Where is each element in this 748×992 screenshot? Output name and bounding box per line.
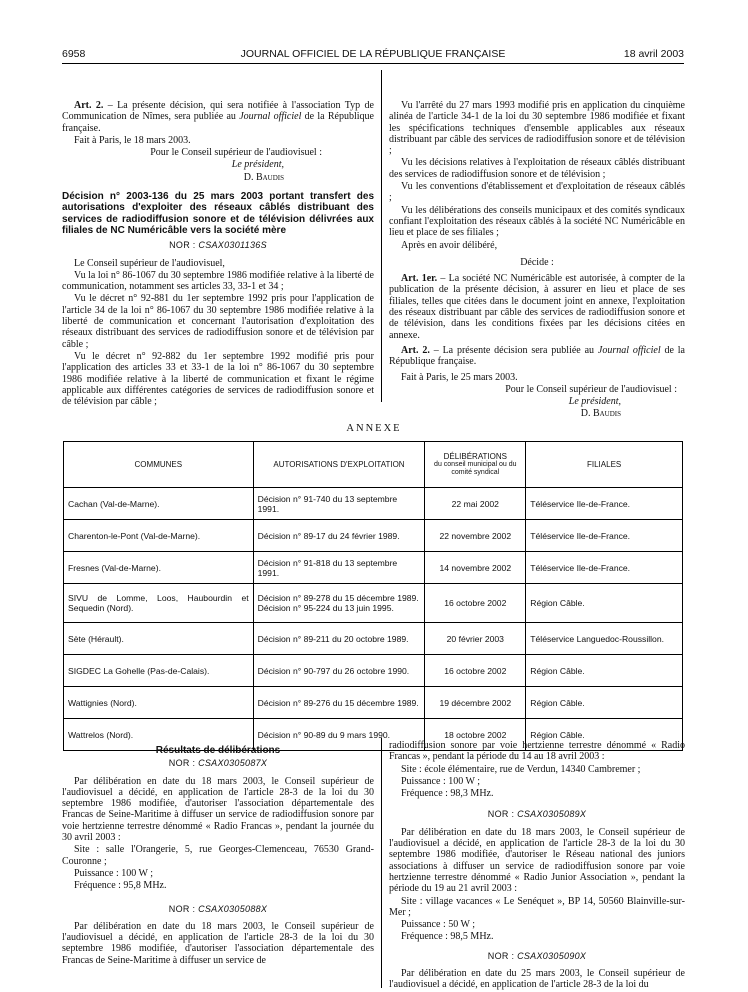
deliberation-paragraph: Par délibération en date du 18 mars 2003, le Conseil supérieur de l'audiovisuel a décidé, en application de l'article 28-3 de la loi du 30 septembre 1986 modifiée, d'autoriser le Réseau national des juniors associations à diffuser un service de radiodiffusion sonore par voie hertzienne terrestre dénommé « Radio Junior Association », pendant la période du 19 au 21 avril 2003 :	[389, 826, 685, 895]
header-rule	[62, 63, 684, 64]
deliberation-paragraph: Par délibération en date du 18 mars 2003, le Conseil supérieur de l'audiovisuel a décidé, en application de l'article 28-3 de la loi du 30 septembre 1986 modifiée, d'autoriser l'association départementale des Francas de Seine-Maritime à diffuser un service de radiodiffusion sonore par voie hertzienne terrestre dénommé « Radio Francas », pendant la journée du 30 avril 2003 :	[62, 775, 374, 844]
nor-reference: NOR : CSAX0305088X	[168, 903, 268, 914]
signature-title: Le président,	[231, 159, 284, 171]
cell-deliberation: 19 décembre 2002	[425, 687, 526, 719]
table-row	[64, 655, 683, 687]
section-heading: Résultats de délibérations	[155, 745, 281, 756]
table-header-row	[64, 442, 683, 488]
journal-title: JOURNAL OFFICIEL DE LA RÉPUBLIQUE FRANÇAISE	[240, 48, 506, 60]
cell-autorisation: Décision n° 89-211 du 20 octobre 1989.	[253, 623, 425, 655]
signature-pour: Pour le Conseil supérieur de l'audiovisuel :	[505, 383, 677, 395]
nor-reference: NOR : CSAX0301136S	[169, 240, 267, 251]
cell-deliberation: 16 octobre 2002	[425, 584, 526, 623]
signature-name: D. Baudis	[580, 408, 621, 420]
cell-filiale: Téléservice Languedoc-Roussillon.	[526, 623, 683, 655]
puissance-line: Puissance : 100 W ;	[401, 775, 481, 787]
frequence-line: Fréquence : 95,8 MHz.	[74, 880, 167, 892]
deliberation-paragraph: Par délibération en date du 25 mars 2003, le Conseil supérieur de l'audiovisuel a décidé, en application de l'article 28-3 de la loi du	[389, 968, 685, 991]
cell-deliberation: 22 novembre 2002	[425, 520, 526, 552]
header-deliberations: DÉLIBÉRATIONS du conseil municipal ou du comité syndical	[425, 442, 526, 488]
signature-title: Le président,	[568, 396, 621, 408]
cell-commune: Sète (Hérault).	[64, 623, 254, 655]
signature-pour: Pour le Conseil supérieur de l'audiovisuel :	[150, 147, 322, 159]
article-1: Art. 1er. – La société NC Numéricâble est autorisée, à compter de la publication de la présente décision, à assurer en lieu et place de ses filiales, telles que citées dans le document joint en annexe, l'exploitation des réseaux distribuant par câble des services de radiodiffusion sonore et de télévision, dans les conditions fixées par les décisions citées en annexe.	[389, 273, 685, 341]
site-line: Site : école élémentaire, rue de Verdun, 14340 Cambremer ;	[401, 763, 641, 775]
cell-commune: Fresnes (Val-de-Marne).	[64, 552, 254, 584]
cell-commune: SIGDEC La Gohelle (Pas-de-Calais).	[64, 655, 254, 687]
left-column-bottom	[62, 745, 374, 967]
header-communes: COMMUNES	[64, 442, 254, 488]
visa-paragraph: Après en avoir délibéré,	[401, 239, 498, 251]
page-header	[62, 48, 684, 62]
table-row	[64, 520, 683, 552]
page-number: 6958	[62, 48, 86, 60]
table-row	[64, 488, 683, 520]
cell-filiale: Région Câble.	[526, 584, 683, 623]
cell-filiale: Région Câble.	[526, 655, 683, 687]
column-divider	[381, 70, 382, 402]
right-column-top	[389, 100, 685, 421]
visa-paragraph: Vu les délibérations des conseils municipaux et des comités syndicaux confiant l'exploitation des réseaux câblés à la société NC Numéricâble en lieu et place de ses filiales ;	[389, 204, 685, 239]
table-row	[64, 584, 683, 623]
deliberation-paragraph: Par délibération en date du 18 mars 2003, le Conseil supérieur de l'audiovisuel a décidé, en application de l'article 28-3 de la loi du 30 septembre 1986 modifiée, d'autoriser l'association départementale des Francas de Seine-Maritime à diffuser un service de	[62, 920, 374, 966]
frequence-line: Fréquence : 98,3 MHz.	[401, 788, 494, 800]
cell-deliberation: 16 octobre 2002	[425, 655, 526, 687]
cell-commune: Wattrelos (Nord).	[64, 719, 254, 751]
decision-title: Décision n° 2003-136 du 25 mars 2003 portant transfert des autorisations d'exploiter des réseaux câblés distribuant des services de radiodiffusion sonore et de télévision délivrées aux filiales de NC Numéricâble vers la société mère	[62, 191, 374, 236]
cell-filiale: Téléservice Ile-de-France.	[526, 520, 683, 552]
cell-filiale: Téléservice Ile-de-France.	[526, 488, 683, 520]
cell-commune: Wattignies (Nord).	[64, 687, 254, 719]
visa-paragraph: Vu le décret n° 92-882 du 1er septembre 1992 modifié pris pour l'application des articles 33 et 33-1 de la loi n° 86-1067 du 30 septembre 1986 modifiée relative à la liberté de communication et fixant le régime applicable aux différentes catégories de services de radiodiffusion sonore et de télévision par câble ;	[62, 350, 374, 408]
visa-paragraph: Vu les conventions d'établissement et d'exploitation de réseaux câblés ;	[389, 181, 685, 204]
annexe-title: ANNEXE	[346, 423, 402, 434]
cell-autorisation: Décision n° 89-17 du 24 février 1989.	[253, 520, 425, 552]
table-row	[64, 552, 683, 584]
visa-paragraph: Vu l'arrêté du 27 mars 1993 modifié pris en application du cinquième alinéa de l'article 34-1 de la loi du 30 septembre 1986 modifiée et fixant les spécifications techniques d'ensemble applicables aux réseaux distribuant par câble des services de radiodiffusion sonore et de télévision ;	[389, 100, 685, 157]
table-row	[64, 623, 683, 655]
article-2: Art. 2. – La présente décision sera publiée au Journal officiel de la République française.	[389, 344, 685, 368]
cell-commune: Charenton-le-Pont (Val-de-Marne).	[64, 520, 254, 552]
cell-filiale: Région Câble.	[526, 719, 683, 751]
fait-a-paris: Fait à Paris, le 25 mars 2003.	[401, 371, 518, 383]
cell-autorisation: Décision n° 90-797 du 26 octobre 1990.	[253, 655, 425, 687]
visa-paragraph: Le Conseil supérieur de l'audiovisuel,	[74, 257, 225, 269]
decide-heading: Décide :	[520, 256, 554, 268]
cell-autorisation: Décision n° 91-818 du 13 septembre 1991.	[253, 552, 425, 584]
puissance-line: Puissance : 50 W ;	[401, 919, 476, 931]
visa-paragraph: Vu le décret n° 92-881 du 1er septembre 1992 pris pour l'application de l'article 34 de la loi n° 86-1067 du 30 septembre 1986 modifiée relative à la liberté de communication et concernant l'autorisation d'exploitation des réseaux distribuant des services de radiodiffusion sonore et de télévision par câble ;	[62, 293, 374, 350]
nor-reference: NOR : CSAX0305089X	[487, 809, 587, 820]
annexe-table	[63, 441, 683, 751]
right-column-bottom	[389, 740, 685, 992]
nor-reference: NOR : CSAX0305090X	[487, 950, 587, 961]
cell-commune: Cachan (Val-de-Marne).	[64, 488, 254, 520]
frequence-line: Fréquence : 98,5 MHz.	[401, 931, 494, 943]
issue-date: 18 avril 2003	[623, 48, 684, 60]
visa-paragraph: Vu les décisions relatives à l'exploitation de réseaux câblés distribuant des services de radiodiffusion sonore et de télévision ;	[389, 157, 685, 180]
article-2: Art. 2. – La présente décision, qui sera notifiée à l'association Typ de Communication de Nîmes, sera publiée au Journal officiel de la République française.	[62, 100, 374, 134]
table-row	[64, 687, 683, 719]
visa-paragraph: Vu la loi n° 86-1067 du 30 septembre 1986 modifiée relative à la liberté de communication, notamment ses articles 33, 33-1 et 34 ;	[62, 269, 374, 293]
puissance-line: Puissance : 100 W ;	[74, 867, 154, 879]
header-filiales: FILIALES	[526, 442, 683, 488]
cell-filiale: Téléservice Ile-de-France.	[526, 552, 683, 584]
cell-autorisation: Décision n° 91-740 du 13 septembre 1991.	[253, 488, 425, 520]
fait-a-paris: Fait à Paris, le 18 mars 2003.	[74, 134, 191, 146]
cell-deliberation: 22 mai 2002	[425, 488, 526, 520]
cell-deliberation: 18 octobre 2002	[425, 719, 526, 751]
site-line: Site : salle l'Orangerie, 5, rue Georges-Clemenceau, 76530 Grand-Couronne ;	[62, 844, 374, 867]
site-line: Site : village vacances « Le Senéquet », BP 14, 50560 Blainville-sur-Mer ;	[389, 895, 685, 918]
signature-name: D. Baudis	[243, 171, 284, 183]
cell-filiale: Région Câble.	[526, 687, 683, 719]
cell-autorisation: Décision n° 89-276 du 15 décembre 1989.	[253, 687, 425, 719]
left-column-top	[62, 100, 374, 408]
deliberation-paragraph: radiodiffusion sonore par voie hertzienne terrestre dénommé « Radio Francas », pendant la période du 14 au 18 avril 2003 :	[389, 740, 685, 763]
cell-autorisation: Décision n° 90-89 du 9 mars 1990.	[253, 719, 425, 751]
cell-deliberation: 20 février 2003	[425, 623, 526, 655]
cell-autorisation: Décision n° 89-278 du 15 décembre 1989. Décision n° 95-224 du 13 juin 1995.	[253, 584, 425, 623]
cell-deliberation: 14 novembre 2002	[425, 552, 526, 584]
cell-commune: SIVU de Lomme, Loos, Haubourdin et Sequedin (Nord).	[64, 584, 254, 623]
column-divider	[381, 738, 382, 988]
header-autorisations: AUTORISATIONS D'EXPLOITATION	[253, 442, 425, 488]
nor-reference: NOR : CSAX0305087X	[168, 758, 268, 769]
